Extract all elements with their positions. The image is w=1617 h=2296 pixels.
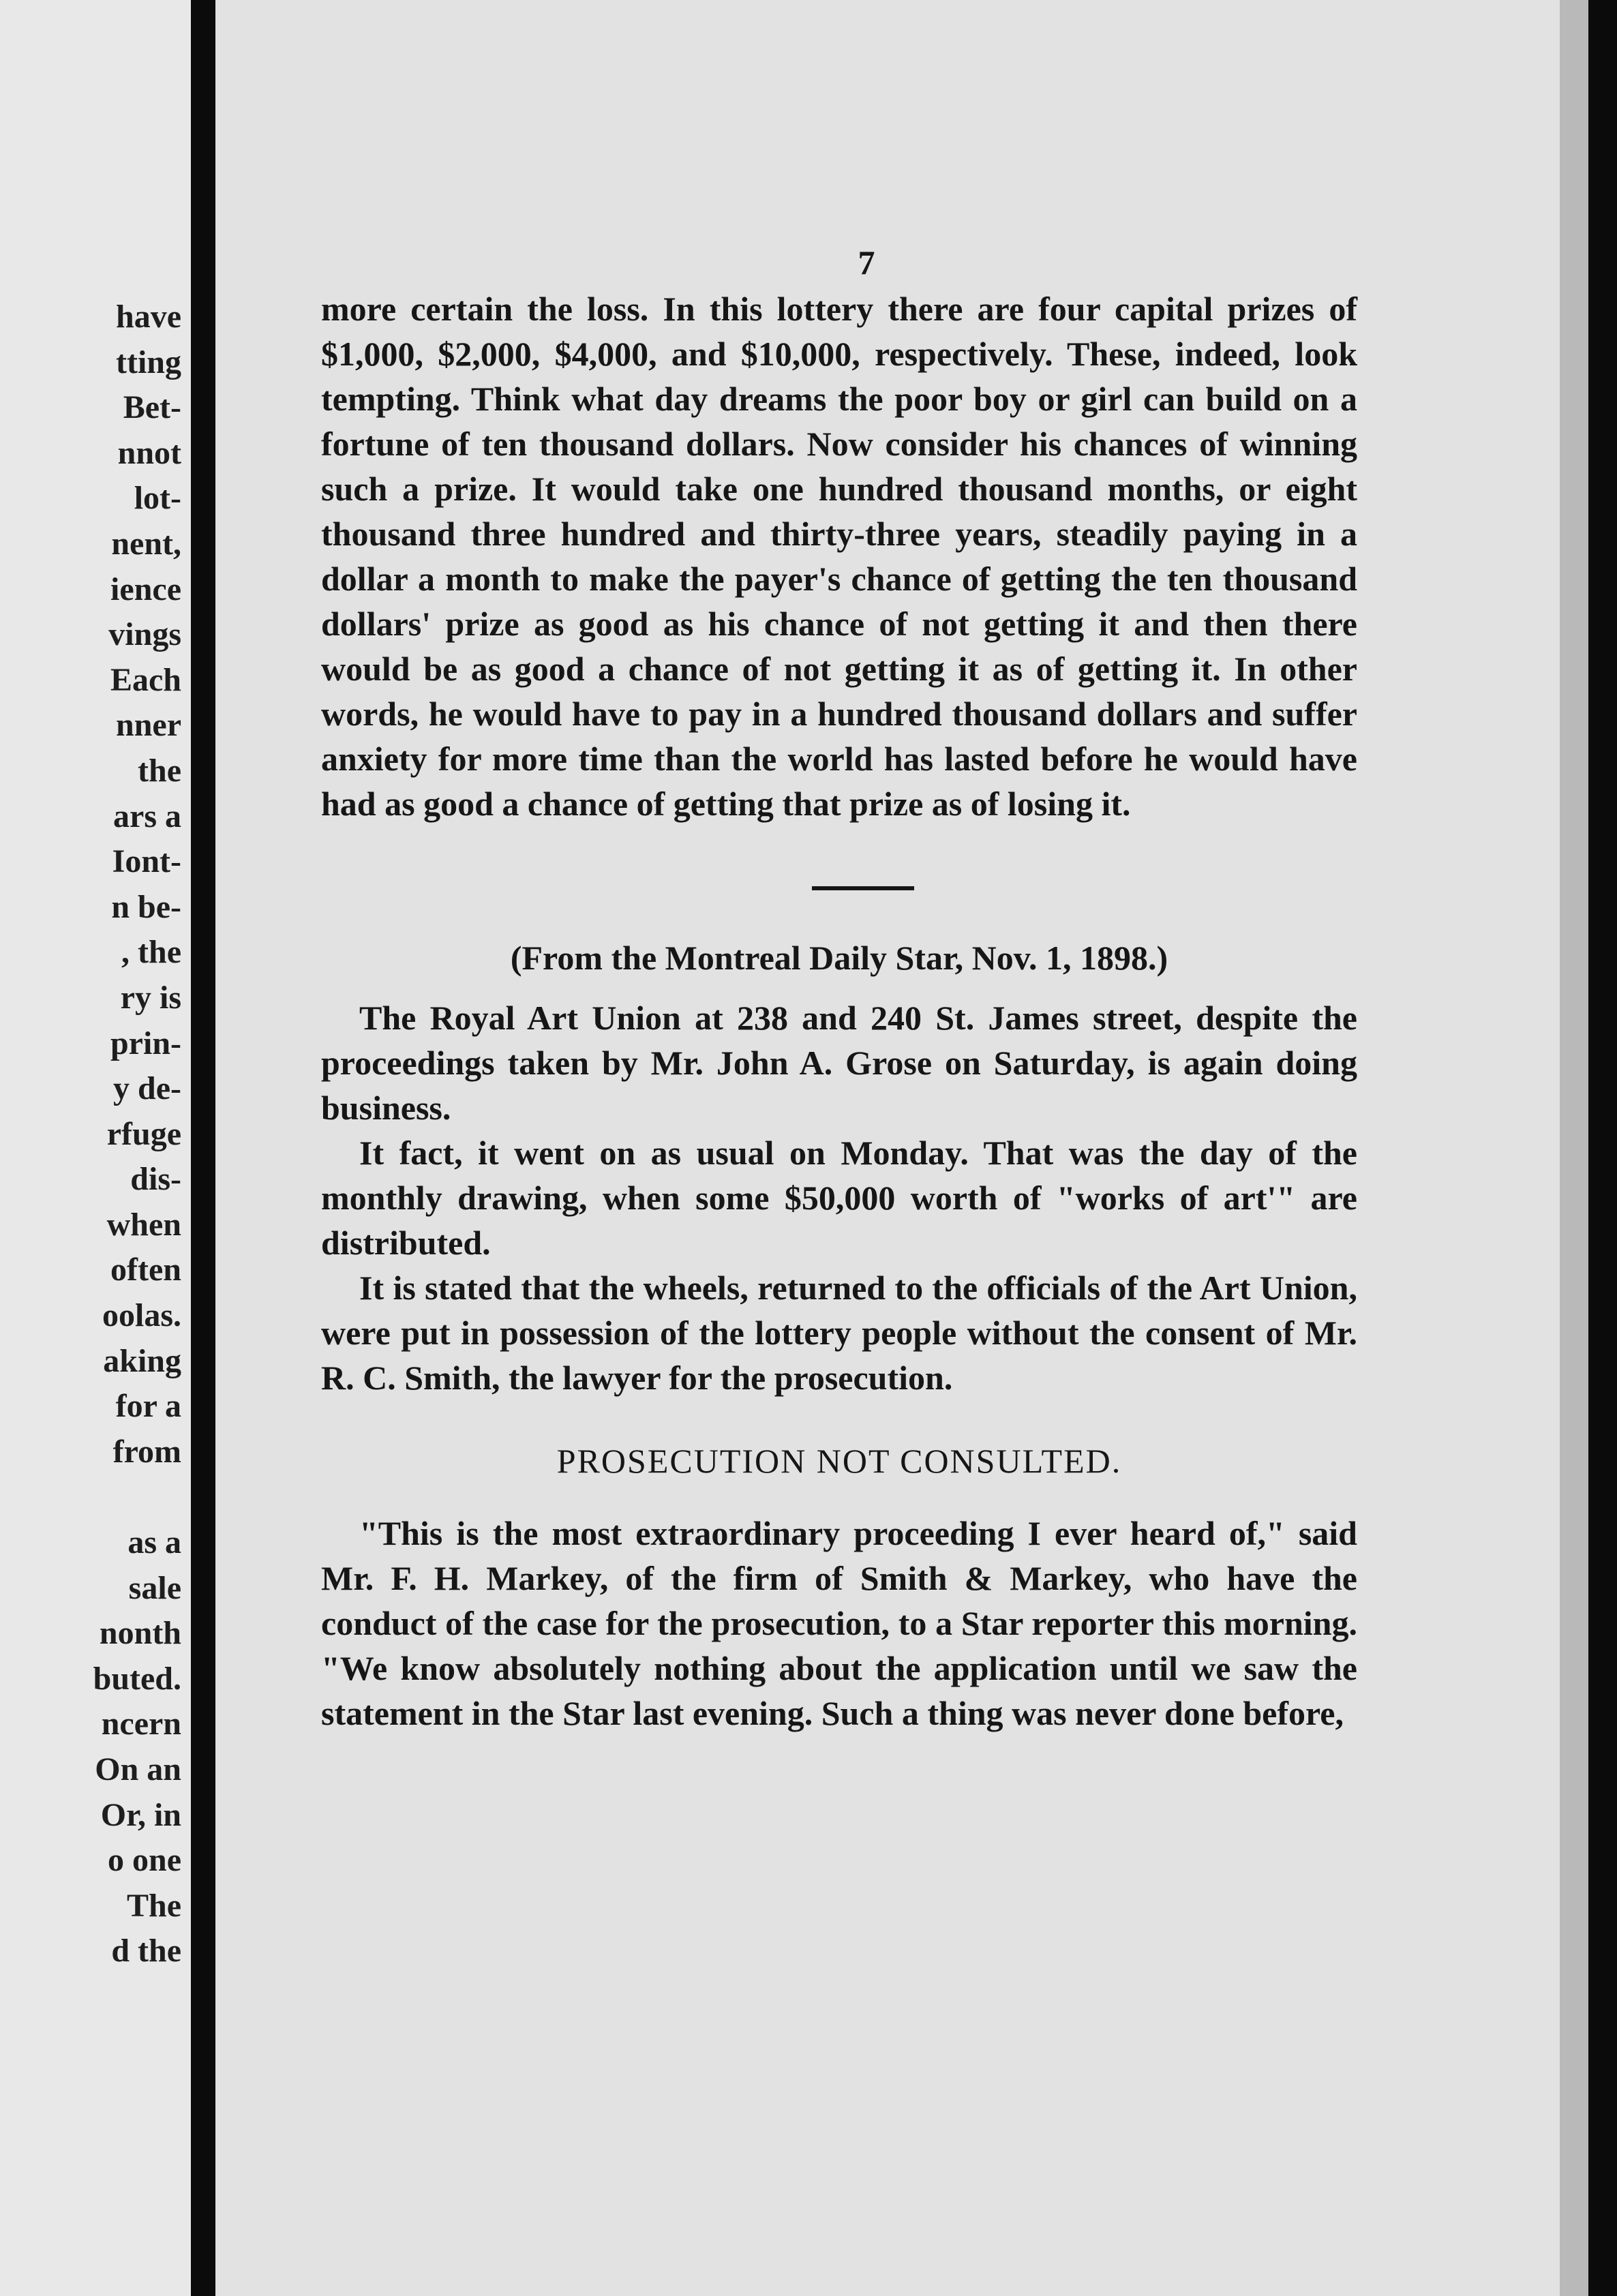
left-fragment-line: ience [110, 571, 181, 607]
left-fragment-line: nent, [111, 525, 181, 562]
left-fragment-line: Iont- [112, 843, 181, 880]
left-fragment-line: buted. [93, 1660, 181, 1697]
section-divider [812, 886, 914, 890]
left-fragment-line: Or, in [100, 1796, 181, 1833]
left-fragment-line: rfuge [106, 1115, 181, 1152]
left-fragment-line: Bet- [123, 389, 181, 426]
left-fragment-line: On an [95, 1751, 181, 1787]
source-dateline: (From the Montreal Daily Star, Nov. 1, 1898.) [510, 939, 1168, 977]
left-fragment-line: n be- [111, 888, 181, 925]
left-page-text-fragments [93, 294, 181, 1974]
left-fragment-line: aking [103, 1342, 181, 1379]
left-fragment-line: often [110, 1252, 181, 1288]
left-fragment-line: tting [116, 344, 181, 380]
left-fragment-line: nnot [117, 434, 181, 471]
left-fragment-line: vings [108, 616, 181, 653]
left-fragment-line: dis- [130, 1161, 181, 1198]
left-fragment-line: ry is [120, 979, 181, 1016]
left-fragment-line: ars a [113, 798, 181, 834]
page-edge-shadow [1560, 0, 1588, 2296]
left-fragment-line: nonth [99, 1615, 181, 1652]
page-content [321, 239, 1357, 1736]
left-fragment-line: The [126, 1887, 181, 1924]
left-fragment-line: when [106, 1206, 181, 1243]
left-page [0, 0, 191, 2296]
left-fragment-line: for a [115, 1388, 181, 1425]
book-spine [191, 0, 215, 2296]
left-fragment-line: ncern [101, 1706, 181, 1742]
left-fragment-line: have [116, 299, 181, 335]
left-fragment-line: as a [127, 1524, 181, 1561]
left-fragment-line: Each [110, 661, 181, 698]
left-fragment-line: oolas. [102, 1297, 181, 1334]
paragraph-markey-quote: "This is the most extraordinary proceeding I ever heard of," said Mr. F. H. Markey, of the firm of Smith & Markey, who have the conduct of the case for the prosecution, to a Star reporter this morning. "We know absolutely nothing about the application until we saw the statement in the Star last evening. Such a thing was never done before, [321, 1514, 1357, 1732]
left-fragment-line: sale [128, 1569, 181, 1606]
left-fragment-line: y de- [113, 1070, 181, 1107]
left-fragment-line: o one [108, 1842, 181, 1879]
section-heading: PROSECUTION NOT CONSULTED. [556, 1442, 1122, 1480]
right-page [215, 0, 1588, 2296]
left-fragment-line: lot- [134, 480, 181, 517]
section-divider-wrap [321, 826, 1357, 935]
paragraph-monthly-drawing: It fact, it went on as usual on Monday. That was the day of the monthly drawing, when some $50,000 worth of "works of art'" are distributed. [321, 1134, 1357, 1262]
paragraph-lottery-odds: more certain the loss. In this lottery there are four capital prizes of $1,000, $2,000, $4,000, and $10,000, respectively. These, indeed, look tempting. Think what day dreams the poor boy or girl can build on a fortune of ten thousand dollars. Now consider his chances of winning such a prize. It would take one hundred thousand months, or eight thousand three hundred and thirty-three years, steadily paying in a dollar a month to make the payer's chance of getting the ten thousand dollars' prize as good as his chance of not getting it and then there would be as good a chance of not getting it as of getting it. In other words, he would have to pay in a hundred thousand dollars and suffer anxiety for more time than the world has lasted before he would have had as good a chance of getting that prize as of losing it. [321, 290, 1357, 823]
paragraph-wheels-returned: It is stated that the wheels, returned to the officials of the Art Union, were put in possession of the lottery people without the consent of Mr. R. C. Smith, the lawyer for the prosecution. [321, 1269, 1357, 1397]
left-fragment-line: d the [111, 1933, 181, 1969]
left-fragment-line: , the [121, 934, 181, 971]
left-fragment-line: nner [116, 707, 181, 744]
paragraph-royal-art-union: The Royal Art Union at 238 and 240 St. James street, despite the proceedings taken by Mr. John A. Grose on Saturday, is again doing business. [321, 999, 1357, 1127]
page-number: 7 [858, 243, 875, 282]
left-fragment-line: prin- [110, 1025, 181, 1061]
left-fragment-line: from [112, 1433, 181, 1470]
left-fragment-line: the [138, 752, 181, 789]
